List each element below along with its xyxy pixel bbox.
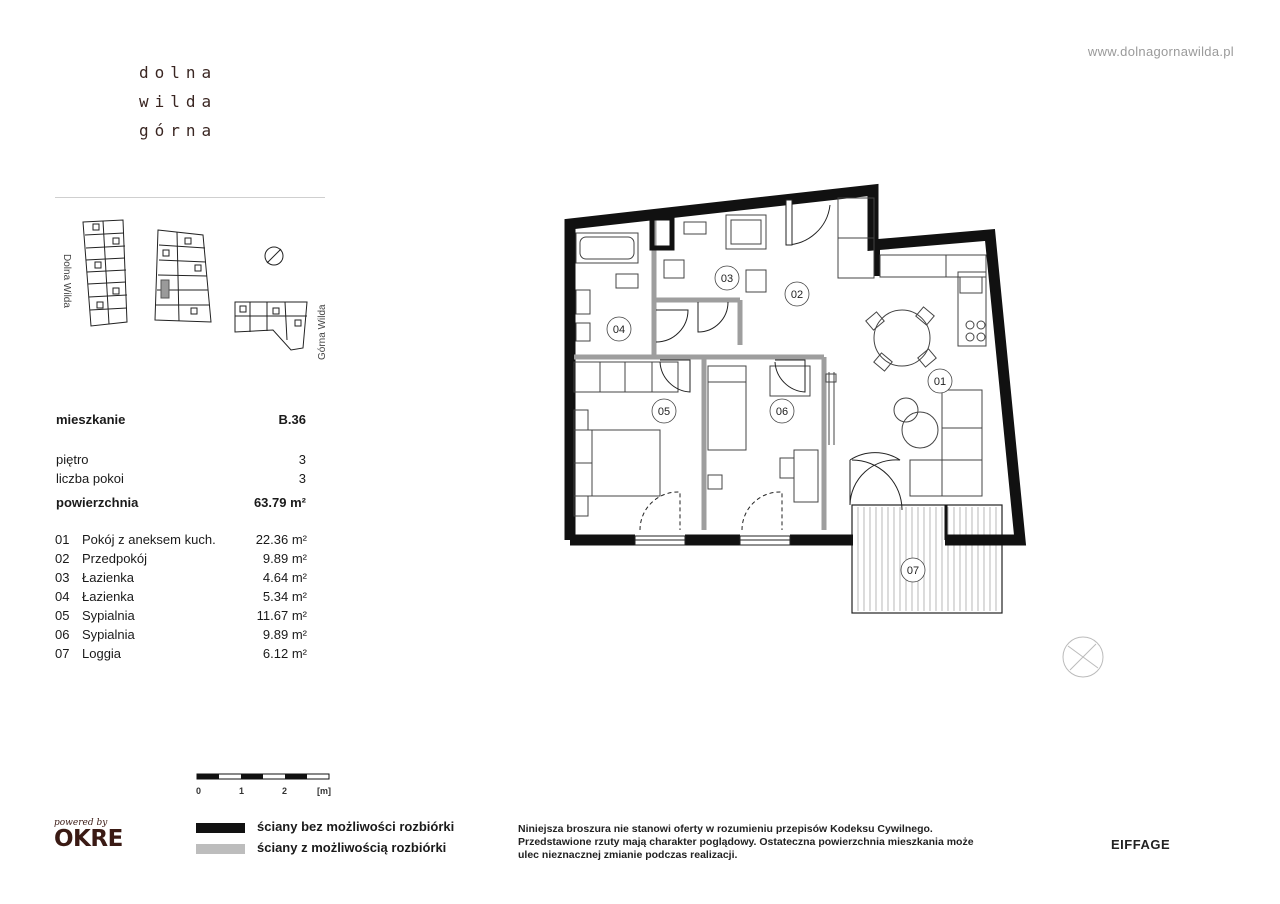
building-middle [155, 230, 211, 322]
logo-line-1: dolna [139, 63, 218, 82]
svg-text:02: 02 [790, 289, 804, 301]
legend-item-partition [196, 840, 516, 860]
info-row-mieszkanie [56, 412, 306, 430]
powierzchnia-label: powierzchnia [56, 495, 139, 510]
room-name: Przedpokój [82, 551, 148, 566]
liczba-pokoi-value: 3 [298, 471, 306, 486]
info-row-powierzchnia [56, 495, 306, 513]
legend-item-structural [196, 819, 516, 839]
legend-swatch-structural [196, 823, 245, 833]
svg-text:07: 07 [906, 565, 920, 577]
info-row-liczba-pokoi [56, 471, 306, 489]
room-area: 11.67 m² [256, 608, 307, 623]
building-dolna-wilda [83, 220, 127, 326]
eiffage-logo: EIFFAGE [1111, 837, 1171, 852]
room-num: 02 [55, 551, 70, 566]
floor-plan [540, 175, 1040, 635]
compass-icon [1060, 634, 1106, 680]
scale-bar [196, 772, 336, 798]
room-num: 03 [55, 570, 70, 585]
room-name: Loggia [82, 646, 122, 661]
room-row [55, 608, 307, 626]
svg-text:01: 01 [933, 376, 947, 388]
room-row [55, 532, 307, 550]
building-gorna-wilda [235, 302, 307, 350]
room-row [55, 551, 307, 569]
room-tag-05 [652, 399, 676, 423]
okre-logo: OKRE [54, 826, 123, 852]
room-area: 4.64 m² [262, 570, 307, 585]
disclaimer-line-3: ulec nieznacznej zmianie podczas realizacji. [518, 849, 738, 861]
room-num: 05 [55, 608, 70, 623]
room-num: 07 [55, 646, 70, 661]
scale-bar-graphic [196, 772, 336, 784]
room-tag-04 [607, 317, 631, 341]
room-area: 6.12 m² [262, 646, 307, 661]
website-link[interactable]: www.dolnagornawilda.pl [1087, 44, 1234, 59]
scale-tick-0: 0 [196, 786, 202, 796]
pietro-label: piętro [56, 452, 89, 467]
divider [55, 197, 325, 198]
disclaimer [518, 823, 1018, 862]
legend-label-partition: ściany z możliwością rozbiórki [257, 840, 447, 855]
room-name: Pokój z aneksem kuch. [82, 532, 216, 547]
label-dolna-wilda: Dolna Wilda [61, 254, 72, 308]
room-area: 9.89 m² [262, 551, 307, 566]
room-name: Łazienka [82, 589, 135, 604]
mieszkanie-label: mieszkanie [56, 412, 126, 427]
pietro-value: 3 [298, 452, 306, 467]
room-name: Sypialnia [82, 627, 135, 642]
brand-logo [139, 58, 217, 145]
logo-line-2: wilda [139, 92, 218, 111]
room-tag-01 [928, 369, 952, 393]
disclaimer-line-2: Przedstawione rzuty mają charakter poglądowy. Ostateczna powierzchnia mieszkania może [518, 836, 974, 848]
room-name: Łazienka [82, 570, 135, 585]
info-row-pietro [56, 452, 306, 470]
room-row [55, 589, 307, 607]
powered-by-label: powered by [54, 818, 108, 828]
room-row [55, 627, 307, 645]
room-tag-02 [785, 282, 809, 306]
location-map [55, 210, 325, 370]
logo-line-3: górna [139, 121, 218, 140]
room-area: 5.34 m² [262, 589, 307, 604]
room-area: 22.36 m² [255, 532, 307, 547]
legend-swatch-partition [196, 844, 245, 854]
label-gorna-wilda: Górna Wilda [317, 304, 328, 360]
scale-tick-1: 1 [239, 786, 245, 796]
room-num: 06 [55, 627, 70, 642]
room-tag-07 [901, 558, 925, 582]
svg-text:03: 03 [720, 273, 734, 285]
doors [640, 200, 902, 530]
north-arrow-icon [265, 247, 283, 265]
svg-text:04: 04 [612, 324, 626, 336]
liczba-pokoi-label: liczba pokoi [56, 471, 124, 486]
room-row [55, 570, 307, 588]
room-num: 01 [55, 532, 70, 547]
scale-tick-2: 2 [282, 786, 288, 796]
mieszkanie-value: B.36 [278, 412, 306, 427]
svg-text:05: 05 [657, 406, 671, 418]
scale-unit: [m] [317, 786, 331, 796]
room-num: 04 [55, 589, 70, 604]
room-row [55, 646, 307, 664]
room-name: Sypialnia [82, 608, 135, 623]
partition-walls [574, 217, 824, 530]
svg-text:06: 06 [775, 406, 789, 418]
disclaimer-line-1: Niniejsza broszura nie stanowi oferty w rozumieniu przepisów Kodeksu Cywilnego. [518, 823, 933, 835]
room-tag-06 [770, 399, 794, 423]
room-tag-03 [715, 266, 739, 290]
legend-label-structural: ściany bez możliwości rozbiórki [257, 819, 455, 834]
powierzchnia-value: 63.79 m² [253, 495, 306, 510]
loggia [852, 505, 1002, 613]
room-area: 9.89 m² [262, 627, 307, 642]
